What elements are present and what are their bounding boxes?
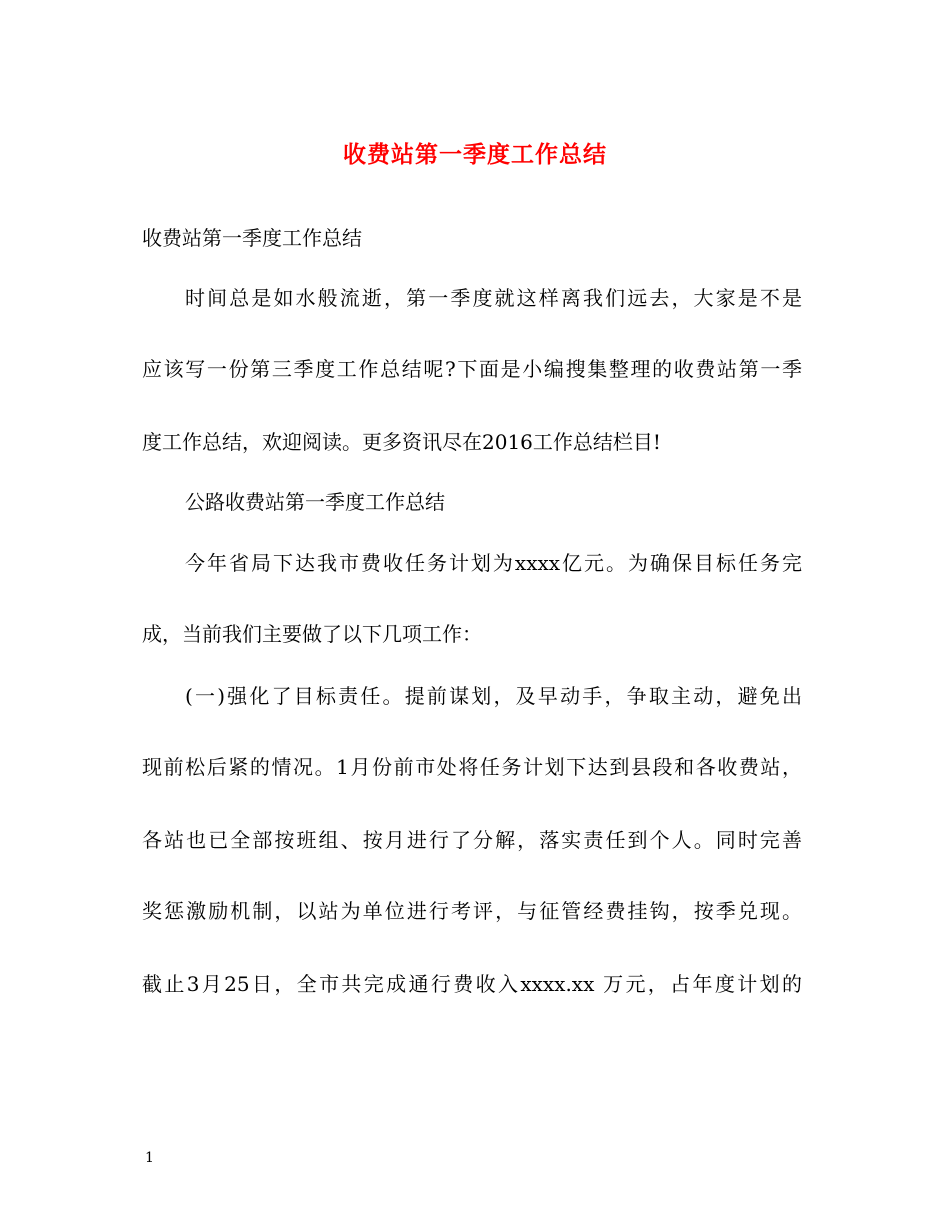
text-line: (一)强化了目标责任。提前谋划，及早动手，争取主动，避免出 — [185, 684, 802, 708]
text-line: 应该写一份第三季度工作总结呢?下面是小编搜集整理的收费站第一季 — [142, 357, 802, 381]
text-line: 时间总是如水般流逝，第一季度就这样离我们远去，大家是不是 — [185, 286, 802, 310]
text-line-subheading: 公路收费站第一季度工作总结 — [185, 490, 445, 514]
text-line: 奖惩激励机制，以站为单位进行考评，与征管经费挂钩，按季兑现。 — [142, 899, 802, 923]
text-line: 各站也已全部按班组、按月进行了分解，落实责任到个人。同时完善 — [142, 828, 802, 852]
text-line: 成，当前我们主要做了以下几项工作： — [142, 622, 482, 646]
text-line: 今年省局下达我市费收任务计划为xxxx亿元。为确保目标任务完 — [185, 551, 802, 575]
text-line: 度工作总结，欢迎阅读。更多资讯尽在2016工作总结栏目! — [142, 430, 661, 454]
text-line-heading: 收费站第一季度工作总结 — [142, 226, 362, 250]
document-title: 收费站第一季度工作总结 — [343, 141, 607, 168]
page-number: 1 — [145, 1150, 154, 1166]
text-line: 现前松后紧的情况。1月份前市处将任务计划下达到县段和各收费站， — [142, 755, 802, 779]
text-line: 截止3月25日，全市共完成通行费收入xxxx.xx 万元，占年度计划的 — [142, 972, 802, 996]
